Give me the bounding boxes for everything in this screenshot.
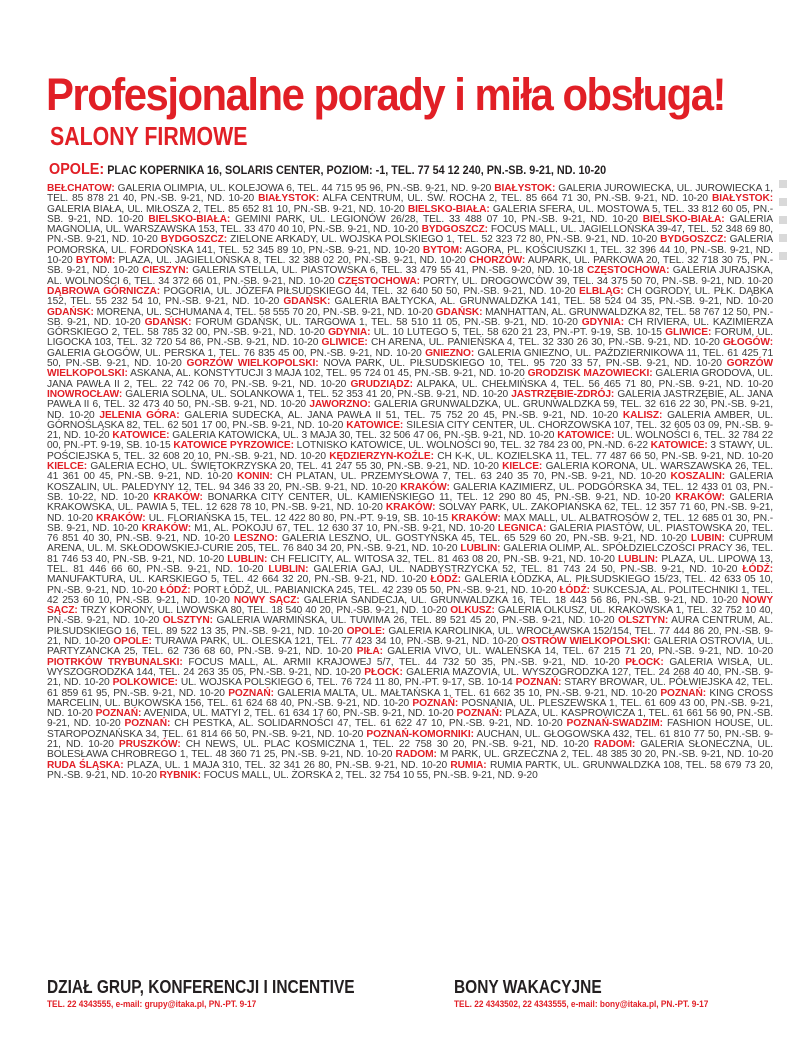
salon-details: NOVA PARK, UL. PIŁSUDSKIEGO 10, TEL. 95 720 33 57, PN.-SB. 9-21, ND. 10-20 bbox=[323, 358, 722, 370]
salon-details: FASHION HOUSE, UL. STAROPOZNAŃSKA 34, TEL. 61 814 66 50, PN.-SB. 9-21, ND. 10-20 bbox=[47, 718, 773, 740]
salon-city: JASTRZĘBIE-ZDRÓJ: bbox=[511, 388, 615, 400]
side-mark bbox=[779, 234, 787, 242]
salon-city: CZĘSTOCHOWA: bbox=[337, 275, 420, 287]
salon-city: BIELSKO-BIAŁA: bbox=[407, 203, 490, 215]
salon-city: NOWY SĄCZ: bbox=[233, 594, 300, 606]
salon-details: GALERIA KAZIMIERZ, UL. PODGÓRSKA 34, TEL. 12 433 01 03, PN.-SB. 10-22, ND. 10-20 bbox=[47, 481, 773, 503]
salon-city: CIESZYN: bbox=[142, 265, 189, 277]
salon-city: GRUDZIĄDZ: bbox=[350, 378, 413, 390]
salon-city: RADOM: bbox=[395, 749, 437, 761]
salon-city: BIAŁYSTOK: bbox=[711, 193, 773, 205]
salon-details: GALERIA BAŁTYCKA, AL. GRUNWALDZKA 141, TEL. 58 524 04 35, PN.-SB. 9-21, ND. 10-20 bbox=[334, 296, 773, 308]
salon-details: LOTNISKO KATOWICE, UL. WOLNOŚCI 90, TEL. 32 784 23 00, PN.-ND. 6-22 bbox=[296, 440, 648, 452]
salon-city: RADOM: bbox=[593, 739, 636, 751]
salon-city: BEŁCHATÓW: bbox=[47, 184, 115, 194]
salon-details: GALERIA OSTROVIA, UL. PARTYZANCKA 25, TEL. 62 736 68 60, PN.-SB. 9-21, ND. 10-20 bbox=[47, 636, 773, 658]
salon-city: PŁOCK: bbox=[364, 666, 403, 678]
salon-city: GDAŃSK: bbox=[47, 306, 94, 318]
salon-city: GLIWICE: bbox=[321, 337, 368, 349]
salon-details: STARY BROWAR, UL. PÓŁWIEJSKA 42, TEL. 61 859 61 95, PN.-SB. 9-21, ND. 10-20 bbox=[47, 677, 773, 699]
salon-details: GALERIA KRAKOWSKA, UL. PAWIA 5, TEL. 12 628 78 10, PN.-SB. 9-21, ND. 10-20 bbox=[47, 491, 773, 514]
salon-city: JELENIA GÓRA: bbox=[99, 409, 180, 421]
salon-city: GDYNIA: bbox=[581, 316, 625, 328]
salon-city: GNIEZNO: bbox=[425, 347, 475, 359]
salon-details: GALERIA PIASTÓW, UL. PIASTOWSKA 20, TEL. 76 851 40 30, PN.-SB. 9-21, ND. 10-20 bbox=[47, 522, 773, 545]
salon-details: CH K-K, UL. KOZIELSKA 11, TEL. 77 487 66 50, PN.-SB. 9-21, ND. 10-20 bbox=[437, 450, 773, 462]
salon-details: FOCUS MALL, AL. ARMII KRAJOWEJ 5/7, TEL. 44 732 50 35, PN.-SB. 9-21, ND. 10-20 bbox=[188, 656, 620, 668]
salon-details: GALERIA OLIMP, AL. SPÓŁDZIELCZOŚCI PRACY 36, TEL. 81 746 53 40, PN.-SB. 9-21, ND. 10-20 bbox=[47, 543, 773, 565]
salon-city: GRODZISK MAZOWIECKI: bbox=[527, 368, 653, 380]
salon-details: PLAZA, UL. JAGIELLOŃSKA 8, TEL. 32 388 02 20, PN.-SB. 9-21, ND. 10-20 bbox=[118, 255, 466, 267]
salon-details: GALERIA SOLNA, UL. SOLANKOWA 1, TEL. 52 353 41 20, PN.-SB. 9-21, ND. 10-20 bbox=[125, 388, 509, 400]
salon-details: GALERIA WISŁA, UL. WYSZOGRODZKA 144, TEL. 24 263 35 05, PN.-SB. 9-21, ND. 10-20 bbox=[47, 656, 773, 678]
salon-details: ALPAKA, UL. CHEŁMIŃSKA 4, TEL. 56 465 71 80, PN.-SB. 9-21, ND. 10-20 bbox=[416, 378, 773, 390]
salon-details: KING CROSS MARCELIN, UL. BUKOWSKA 156, TEL. 61 624 68 40, PN.-SB. 9-21, ND. 10-20 bbox=[47, 687, 773, 709]
salon-details: GALERIA OLIMPIA, UL. KOLEJOWA 6, TEL. 44 715 95 96, PN.-SB. 9-21, ND. 9-20 bbox=[117, 184, 492, 194]
salon-city: POZNAŃ-KOMORNIKI: bbox=[366, 728, 474, 740]
salon-details: GALERIA SŁONECZNA, UL. BOLESŁAWA CHROBREGO 1, TEL. 48 360 71 25, PN.-SB. 9-21, ND. 10-20 bbox=[47, 739, 773, 761]
salon-details: MANHATTAN, AL. GRUNWALDZKA 82, TEL. 58 767 12 50, PN.-SB. 9-21, ND. 10-20 bbox=[47, 306, 773, 328]
salon-city: POZNAŃ: bbox=[124, 718, 171, 730]
salon-city: PŁOCK: bbox=[625, 656, 664, 668]
salon-details: GALERIA JUROWIECKA, UL. JUROWIECKA 1, TEL. 85 878 21 40, PN.-SB. 9-21, ND. 10-20 bbox=[47, 184, 773, 205]
salon-city: DĄBROWA GÓRNICZA: bbox=[47, 285, 161, 297]
salon-city: ELBLĄG: bbox=[579, 285, 624, 297]
salon-details: PLAZA, UL. KASPROWICZA 1, TEL. 61 661 56 90, PN.-SB. 9-21, ND. 10-20 bbox=[47, 708, 773, 730]
salon-city: CHORZÓW: bbox=[468, 255, 526, 267]
salon-details: GALERIA KAROLINKA, UL. WROCŁAWSKA 152/154, TEL. 77 444 86 20, PN.-SB. 9-21, ND. 10-20 bbox=[47, 625, 773, 648]
salon-city: ŁÓDŹ: bbox=[742, 563, 773, 575]
salon-details: GALERIA MAGNOLIA, UL. WARSZAWSKA 153, TEL. 33 470 40 10, PN.-SB. 9-21, ND. 10-20 bbox=[47, 213, 773, 236]
salon-details: GALERIA JASTRZĘBIE, AL. JANA PAWŁA II 6, TEL. 32 473 40 50, PN.-SB. 9-21, ND. 10-20 bbox=[47, 388, 773, 411]
salon-city: GLIWICE: bbox=[665, 327, 712, 339]
salon-city: BYDGOSZCZ: bbox=[160, 234, 228, 246]
subheadline: SALONY FIRMOWE bbox=[50, 121, 248, 151]
salon-details: UL. 10 LUTEGO 5, TEL. 58 620 21 23, PN.-PT. 9-19, SB. 10-15 bbox=[373, 327, 662, 339]
salon-city: BYTOM: bbox=[422, 244, 463, 256]
salon-city: KRAKÓW: bbox=[675, 491, 725, 503]
salon-details: GALERIA MALTA, UL. MAŁTAŃSKA 1, TEL. 61 662 35 10, PN.-SB. 9-21, ND. 10-20 bbox=[277, 687, 657, 699]
salon-city: OLSZTYN: bbox=[162, 615, 213, 627]
salon-details: M PARK, UL. GRZECZNA 2, TEL. 48 385 30 20, PN.-SB. 9-21, ND. 10-20 bbox=[439, 749, 773, 761]
salon-city: GDAŃSK: bbox=[144, 316, 192, 328]
salon-city: OSTRÓW WIELKOPOLSKI: bbox=[521, 636, 651, 648]
salon-details: MORENA, UL. SCHUMANA 4, TEL. 58 555 70 20, PN.-SB. 9-21, ND. 10-20 bbox=[96, 306, 433, 318]
salon-details: GALERIA POMORSKA, UL. FORDOŃSKA 141, TEL. 52 345 89 10, PN.-SB. 9-21, ND. 10-20 bbox=[47, 234, 773, 256]
salon-city: KATOWICE: bbox=[346, 419, 404, 431]
salon-details: PLAZA, UL. LIPOWA 13, TEL. 81 446 66 60, PN.-SB. 9-21, ND. 10-20 bbox=[47, 553, 773, 575]
salon-city: RUDA ŚLĄSKA: bbox=[47, 759, 124, 771]
salon-details: GALERIA SFERA, UL. MOSTOWA 5, TEL. 33 812 60 05, PN.-SB. 9-21, ND. 10-20 bbox=[47, 203, 773, 225]
salon-city: KATOWICE PYRZOWICE: bbox=[173, 440, 294, 452]
salon-city: BIAŁYSTOK: bbox=[258, 193, 320, 205]
salon-city: OPOLE: bbox=[346, 625, 386, 637]
salon-details: GALERIA SUDECKA, AL. JANA PAWŁA II 51, TEL. 75 752 20 45, PN.-SB. 9-21, ND. 10-20 bbox=[184, 409, 619, 421]
salon-city: KATOWICE: bbox=[112, 430, 170, 442]
salon-city: BYDGOSZCZ: bbox=[660, 234, 727, 246]
salon-city: GORZÓW WIELKOPOLSKI: bbox=[186, 358, 319, 370]
salon-city: LEGNICA: bbox=[497, 522, 547, 534]
salon-details: AVENIDA, UL. MATYI 2, TEL. 61 634 17 60, PN.-SB. 9-21, ND. 10-20 bbox=[143, 708, 454, 720]
salon-details: FOCUS MALL, UL. ŻORSKA 2, TEL. 32 754 10 55, PN.-SB. 9-21, ND. 9-20 bbox=[203, 769, 538, 781]
salon-details: GALERIA JURAJSKA, AL. WOLNOŚCI 6, TEL. 34 372 66 01, PN.-SB. 9-21, ND. 10-20 bbox=[47, 265, 773, 287]
salon-city: BYDGOSZCZ: bbox=[421, 224, 488, 236]
salon-city: RYBNIK: bbox=[159, 769, 201, 781]
salon-city: OPOLE: bbox=[113, 636, 152, 648]
headline: Profesjonalne porady i miła obsługa! bbox=[46, 69, 725, 120]
salon-details: CH PLATAN, UL. PRZEMYSŁOWA 7, TEL. 63 240 35 70, PN.-SB. 9-21, ND. 10-20 bbox=[277, 471, 667, 483]
salon-details: GALERIA MAZOVIA, UL. WYSZOGRODZKA 127, TEL. 24 268 40 40, PN.-SB. 9-21, ND. 10-20 bbox=[47, 666, 773, 689]
vouchers-contact[interactable]: TEL. 22 4343502, 22 4343555, e-mail: bony@itaka.pl, PN.-PT. 9-17 bbox=[454, 999, 709, 1009]
salon-list bbox=[47, 184, 773, 940]
side-mark bbox=[779, 216, 787, 224]
salon-details: MAX MALL, UL. ALBATROSÓW 2, TEL. 12 685 01 30, PN.-SB. 9-21, ND. 10-20 bbox=[47, 512, 773, 534]
salon-details: CH RIVIERA, UL. KAZIMIERZA GÓRSKIEGO 2, TEL. 58 785 32 00, PN.-SB. 9-21, ND. 10-20 bbox=[47, 316, 773, 339]
salon-city: ŁÓDŹ: bbox=[559, 584, 590, 596]
salon-details: GEMINI PARK, UL. LEGIONÓW 26/28, TEL. 33 488 07 10, PN.-SB. 9-21, ND. 10-20 bbox=[235, 213, 638, 225]
salon-city: POZNAŃ: bbox=[95, 708, 142, 720]
salon-city: CZĘSTOCHOWA: bbox=[586, 265, 670, 277]
opole-address: PLAC KOPERNIKA 16, SOLARIS CENTER, POZIOM: -1, TEL. 77 54 12 240, PN.-SB. 9-21, ND. 10-20 bbox=[107, 163, 607, 177]
salon-city: RUMIA: bbox=[450, 759, 487, 771]
salon-details: SILESIA CITY CENTER, UL. CHORZOWSKA 107, TEL. 32 605 03 09, PN.-SB. 9-21, ND. 10-20 bbox=[47, 419, 773, 442]
salon-city: POLKOWICE: bbox=[112, 677, 178, 689]
salon-city: POZNAŃ: bbox=[228, 687, 274, 699]
groups-contact[interactable]: TEL. 22 4343555, e-mail: grupy@itaka.pl, PN.-PT. 9-17 bbox=[47, 999, 257, 1009]
salon-entry bbox=[160, 770, 538, 781]
side-marks bbox=[779, 180, 787, 270]
salon-city: LUBLIN: bbox=[227, 553, 268, 565]
salon-city: POZNAŃ: bbox=[456, 708, 503, 720]
salon-city: POZNAŃ: bbox=[515, 677, 562, 689]
salon-city: POZNAŃ: bbox=[660, 687, 707, 699]
salon-city: GDYNIA: bbox=[328, 327, 371, 339]
salon-details: PORT ŁÓDŹ, UL. PABIANICKA 245, TEL. 42 239 05 50, PN.-SB. 9-21, ND. 10-20 bbox=[193, 584, 557, 596]
salon-city: JAWORZNO: bbox=[309, 399, 371, 411]
salon-details: CUPRUM ARENA, UL. M. SKŁODOWSKIEJ-CURIE 205, TEL. 76 840 34 20, PN.-SB. 9-21, ND. 10-20 bbox=[47, 533, 773, 555]
salon-city: ŁÓDŹ: bbox=[430, 574, 461, 586]
salon-details: PORTY, UL. DROGOWCÓW 39, TEL. 34 375 50 70, PN.-SB. 9-21, ND. 10-20 bbox=[423, 275, 773, 287]
salon-details: MANUFAKTURA, UL. KARSKIEGO 5, TEL. 42 664 32 20, PN.-SB. 9-21, ND. 10-20 bbox=[47, 574, 427, 586]
salon-city: LUBLIN: bbox=[460, 543, 501, 555]
opole-city: OPOLE: bbox=[49, 161, 105, 178]
salon-city: LUBLIN: bbox=[618, 553, 659, 565]
salon-details: FORUM GDAŃSK, UL. TARGOWA 1, TEL. 58 510 11 05, PN.-SB. 9-21, ND. 10-20 bbox=[195, 316, 578, 328]
salon-details: GALERIA KORONA, UL. WARSZAWSKA 26, TEL. 41 361 00 45, PN.-SB. 9-21, ND. 10-20 bbox=[47, 461, 773, 483]
salon-city: KĘDZIERZYN-KOŹLE: bbox=[329, 450, 434, 462]
salon-details: GALERIA KOSZALIN, UL. PALEDYNY 12, TEL. 94 346 33 20, PN.-SB. 9-21, ND. 10-20 bbox=[47, 471, 773, 493]
salon-details: RUMIA PARTK, UL. GRUNWALDZKA 108, TEL. 58 679 73 20, PN.-SB. 9-21, ND. 10-20 bbox=[47, 759, 773, 781]
salon-details: TRZY KORONY, UL. LWOWSKA 80, TEL. 18 540 40 20, PN.-SB. 9-21, ND. 10-20 bbox=[80, 605, 448, 617]
salon-details: CH FELICITY, AL. WITOSA 32, TEL. 81 463 08 20, PN.-SB. 9-21, ND. 10-20 bbox=[270, 553, 615, 565]
salon-city: KRAKÓW: bbox=[451, 512, 501, 524]
salon-details: FOCUS MALL, UL. JAGIELLOŃSKA 39-47, TEL. 52 348 69 80, PN.-SB. 9-21, ND. 10-20 bbox=[47, 224, 773, 246]
salon-details: SUKCESJA, AL. POLITECHNIKI 1, TEL. 42 253 60 10, PN.-SB. 9-21, ND. 10-20 bbox=[47, 584, 773, 606]
salon-city: PIOTRKÓW TRYBUNALSKI: bbox=[47, 656, 183, 668]
salon-city: KATOWICE: bbox=[650, 440, 708, 452]
salon-details: GALERIA ŁÓDZKA, AL. PIŁSUDSKIEGO 15/23, TEL. 42 633 05 10, PN.-SB. 9-21, ND. 10-20 bbox=[47, 574, 773, 596]
salon-city: BYTOM: bbox=[75, 255, 116, 267]
salon-city: KRAKÓW: bbox=[400, 481, 450, 493]
salon-details: AURA CENTRUM, AL. PIŁSUDSKIEGO 16, TEL. 89 522 13 35, PN.-SB. 9-21, ND. 10-20 bbox=[47, 615, 773, 637]
salon-city: KRAKÓW: bbox=[385, 502, 436, 514]
salon-details: GALERIA ECHO, UL. ŚWIĘTOKRZYSKA 20, TEL. 41 247 55 30, PN.-SB. 9-21, ND. 10-20 bbox=[90, 461, 499, 473]
salon-city: LUBLIN: bbox=[268, 563, 309, 575]
salon-city: PIŁA: bbox=[356, 646, 383, 658]
salon-details: TURAWA PARK, UL. OLESKA 121, TEL. 77 423 34 10, PN.-SB. 9-21, ND. 10-20 bbox=[154, 636, 518, 648]
vouchers-title: BONY WAKACYJNE bbox=[454, 977, 602, 997]
salon-details: GALERIA GRODOVA, UL. JANA PAWŁA II 2, TEL. 22 742 06 70, PN.-SB. 9-21, ND. 10-20 bbox=[47, 368, 773, 390]
salon-details: POSNANIA, UL. PLESZEWSKA 1, TEL. 61 609 43 00, PN.-SB. 9-21, ND. 10-20 bbox=[47, 697, 773, 720]
salon-city: ŁÓDŹ: bbox=[159, 584, 191, 596]
salon-city: LUBIN: bbox=[690, 533, 725, 545]
salon-city: KIELCE: bbox=[502, 461, 543, 473]
salon-details: M1, AL. POKOJU 67, TEL. 12 630 37 10, PN.-SB. 9-21, ND. 10-20 bbox=[194, 522, 495, 534]
salon-details: SOLVAY PARK, UL. ZAKOPIAŃSKA 62, TEL. 12 357 71 60, PN.-SB. 9-21, ND. 10-20 bbox=[47, 502, 773, 524]
salon-details: GALERIA WARMIŃSKA, UL. TUWIMA 26, TEL. 89 521 45 20, PN.-SB. 9-21, ND. 10-20 bbox=[216, 615, 615, 627]
side-mark bbox=[779, 252, 787, 260]
groups-title: DZIAŁ GRUP, KONFERENCJI I INCENTIVE bbox=[47, 977, 355, 997]
salon-city: INOWROCŁAW: bbox=[47, 388, 123, 400]
salon-details: CH ARENA, UL. PANIEŃSKA 4, TEL. 32 330 26 30, PN.-SB. 9-21, ND. 10-20 bbox=[370, 337, 720, 349]
side-mark bbox=[779, 198, 787, 206]
salon-city: KONIN: bbox=[237, 471, 273, 483]
salon-details: GALERIA GAJ, UL. NADBYSTRZYCKA 52, TEL. 81 743 24 50, PN.-SB. 9-21, ND. 10-20 bbox=[313, 563, 738, 575]
salon-city: KALISZ: bbox=[622, 409, 663, 421]
salon-details: CH NEWS, UL. PLAC KOSMICZNA 1, TEL. 22 758 30 20, PN.-SB. 9-21, ND. 10-20 bbox=[185, 739, 589, 751]
salon-details: GALERIA SANDECJA, UL. GRUNWALDZKA 16, TEL. 18 443 56 86, PN.-SB. 9-21, ND. 10-20 bbox=[303, 594, 738, 606]
salon-details: GALERIA GRUNWALDZKA, UL. GRUNWALDZKA 59, TEL. 32 616 22 30, PN.-SB. 9-21, ND. 10-20 bbox=[47, 399, 773, 421]
salon-details: POGORIA, UL. JÓZEFA PIŁSUDSKIEGO 44, TEL. 32 640 50 50, PN.-SB. 9-21, ND. 10-20 bbox=[163, 285, 576, 297]
side-mark bbox=[779, 180, 787, 188]
salon-city: BIAŁYSTOK: bbox=[494, 184, 556, 194]
salon-details: UL. FLORIAŃSKA 15, TEL. 12 422 80 80, PN.-PT. 9-19, SB. 10-15 bbox=[148, 512, 449, 524]
salon-details: GALERIA VIVO, UL. WALEŃSKA 14, TEL. 67 215 71 20, PN.-SB. 9-21, ND. 10-20 bbox=[387, 646, 773, 658]
salon-details: AGORA, PL. KOŚCIUSZKI 1, TEL. 32 396 44 10, PN.-SB. 9-21, ND. 10-20 bbox=[47, 244, 773, 267]
salon-city: OLKUSZ: bbox=[450, 605, 495, 617]
salon-details: GALERIA GNIEZNO, UL. PAŹDZIERNIKOWA 11, TEL. 61 425 71 50, PN.-SB. 9-21, ND. 10-20 bbox=[47, 347, 773, 370]
salon-details: FORUM, UL. LIGOCKA 103, TEL. 32 720 54 86, PN.-SB. 9-21, ND. 10-20 bbox=[47, 327, 773, 349]
salon-details: PLAZA, UL. 1 MAJA 310, TEL. 32 341 26 80, PN.-SB. 9-21, ND. 10-20 bbox=[126, 759, 448, 771]
salon-city: GŁOGÓW: bbox=[722, 337, 773, 349]
salon-city: KRAKÓW: bbox=[141, 522, 192, 534]
salon-details: GALERIA AMBER, UL. GÓRNOŚLĄSKA 82, TEL. 62 501 17 00, PN.-SB. 9-21, ND. 10-20 bbox=[47, 409, 773, 431]
salon-details: AUPARK, UL. PARKOWA 20, TEL. 32 718 30 75, PN.-SB. 9-21, ND. 10-20 bbox=[47, 255, 773, 277]
salon-details: GALERIA STELLA, UL. PIASTOWSKA 6, TEL. 33 479 55 41, PN.-SB. 9-20, ND. 10-18 bbox=[192, 265, 584, 277]
salon-city: GDAŃSK: bbox=[435, 306, 483, 318]
salon-details: AUCHAN, UL. GŁOGOWSKA 432, TEL. 61 810 77 50, PN.-SB. 9-21, ND. 10-20 bbox=[47, 728, 773, 751]
salon-details: GALERIA OLKUSZ, UL. KRAKOWSKA 1, TEL. 32 752 10 40, PN.-SB. 9-21, ND. 10-20 bbox=[47, 605, 773, 627]
salon-details: GALERIA LESZNO, UL. GOSTYŃSKA 45, TEL. 65 529 60 20, PN.-SB. 9-21, ND. 10-20 bbox=[281, 533, 687, 545]
salon-details: GALERIA KATOWICKA, UL. 3 MAJA 30, TEL. 32 506 47 06, PN.-SB. 9-21, ND. 10-20 bbox=[172, 430, 555, 442]
salon-details: GALERIA GŁOGÓW, UL. PERSKA 1, TEL. 76 835 45 00, PN.-SB. 9-21, ND. 10-20 bbox=[47, 347, 422, 359]
salon-details: CH PESTKA, AL. SOLIDARNOŚCI 47, TEL. 61 622 47 10, PN.-SB. 9-21, ND. 10-20 bbox=[174, 718, 563, 730]
salon-details: UL. WOJSKA POLSKIEGO 6, TEL. 76 724 11 80, PN.-PT. 9-17, SB. 10-14 bbox=[180, 677, 513, 689]
salon-city: NOWY SĄCZ: bbox=[47, 594, 773, 617]
salon-details: ALFA CENTRUM, UL. ŚW. ROCHA 2, TEL. 85 664 71 30, PN.-SB. 9-21, ND. 10-20 bbox=[322, 193, 708, 205]
salon-city: LESZNO: bbox=[233, 533, 278, 545]
salon-city: KRAKÓW: bbox=[153, 491, 203, 503]
salon-details: 3 STAWY, UL. POŚCIEJSKA 5, TEL. 32 608 20 10, PN.-SB. 9-21, ND. 10-20 bbox=[47, 440, 773, 462]
salon-details: CH OGRODY, UL. PŁK. DĄBKA 152, TEL. 55 232 54 10, PN.-SB. 9-21, ND. 10-20 bbox=[47, 285, 773, 308]
salon-city: POZNAŃ: bbox=[412, 697, 459, 709]
salon-city: KATOWICE: bbox=[557, 430, 615, 442]
salon-details: UL. WOLNOŚCI 6, TEL. 32 784 22 00, PN.-PT. 9-19, SB. 10-15 bbox=[47, 430, 773, 452]
salon-city: KOSZALIN: bbox=[670, 471, 726, 483]
salon-details: GALERIA BIAŁA, UL. MIŁOSZA 2, TEL. 85 652 81 10, PN.-SB. 9-21, ND. 10-20 bbox=[47, 203, 405, 215]
salon-city: GORZÓW WIELKOPOLSKI: bbox=[47, 358, 773, 380]
salon-city: BIELSKO-BIAŁA: bbox=[642, 213, 725, 225]
salon-city: OLSZTYN: bbox=[618, 615, 669, 627]
salon-city: BIELSKO-BIAŁA: bbox=[148, 213, 231, 225]
salon-city: KRAKÓW: bbox=[96, 512, 146, 524]
salon-city: PRUSZKÓW: bbox=[118, 739, 181, 751]
salon-details: ZIELONE ARKADY, UL. WOJSKA POLSKIEGO 1, TEL. 52 323 72 80, PN.-SB. 9-21, ND. 10-20 bbox=[230, 234, 658, 246]
salon-details: BONARKA CITY CENTER, UL. KAMIEŃSKIEGO 11, TEL. 12 290 80 45, PN.-SB. 9-21, ND. 10-20 bbox=[207, 491, 671, 503]
salon-city: GDAŃSK: bbox=[283, 296, 331, 308]
salon-city: KIELCE: bbox=[47, 461, 88, 473]
salon-city: POZNAŃ-SWADZIM: bbox=[566, 718, 663, 730]
salon-details: ASKANA, AL. KONSTYTUCJI 3 MAJA 102, TEL. 95 724 01 45, PN.-SB. 9-21, ND. 10-20 bbox=[130, 368, 525, 380]
opole-main-salon bbox=[49, 162, 606, 178]
